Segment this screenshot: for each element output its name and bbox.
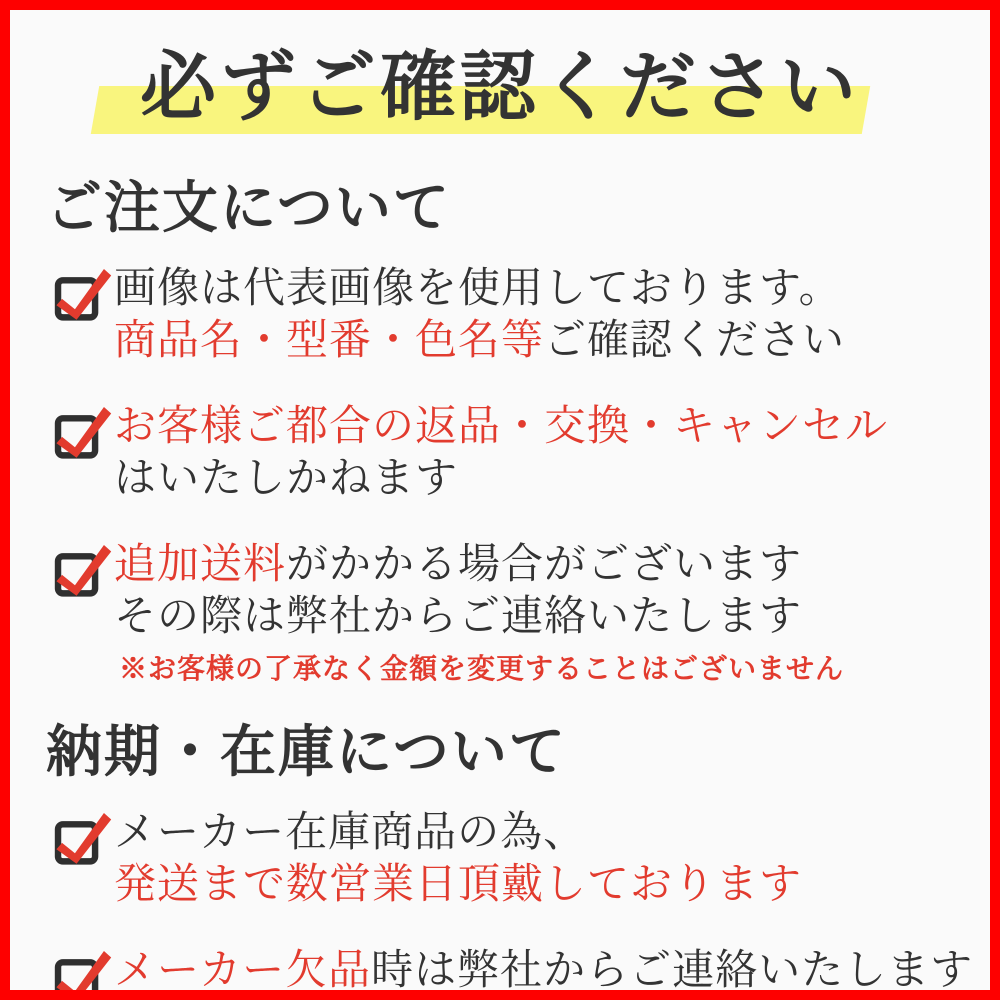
checkbox-checked-icon bbox=[54, 947, 112, 1000]
text-segment: はいたしかねます bbox=[114, 453, 459, 503]
text-segment-red: メーカー欠品 bbox=[114, 944, 372, 994]
checkbox-checked-icon bbox=[54, 809, 112, 867]
text-segment: 時は弊社からご連絡いたします bbox=[371, 944, 974, 994]
item-line bbox=[114, 944, 973, 997]
title-block bbox=[44, 38, 956, 137]
checklist-item-maker-stock bbox=[54, 806, 956, 911]
item-text bbox=[114, 944, 973, 997]
checkbox-checked-icon bbox=[54, 265, 112, 323]
text-segment: その際は弊社からご連絡いたします bbox=[114, 591, 803, 641]
item-line bbox=[114, 538, 956, 591]
text-segment-red: 商品名・型番・色名等 bbox=[114, 315, 545, 365]
item-line bbox=[114, 858, 956, 911]
page-title: 必ずご確認ください bbox=[140, 42, 860, 131]
item-note: ※お客様の了承なく金額を変更することはございません bbox=[119, 651, 845, 685]
item-text bbox=[114, 806, 956, 911]
text-segment: ご確認ください bbox=[544, 315, 846, 365]
section-heading-order: ご注文について bbox=[46, 174, 451, 241]
text-segment-red: 発送まで数営業日頂戴しております bbox=[114, 859, 803, 909]
section-heading-delivery: 納期・在庫について bbox=[46, 718, 567, 785]
item-line bbox=[114, 806, 956, 859]
text-segment: 画像は代表画像を使用しております。 bbox=[114, 262, 842, 312]
item-text bbox=[114, 262, 956, 367]
item-text bbox=[114, 400, 956, 505]
item-line bbox=[114, 590, 956, 643]
checklist-item-no-returns bbox=[54, 400, 956, 505]
item-line bbox=[114, 452, 956, 505]
checkbox-checked-icon bbox=[54, 403, 112, 461]
item-text bbox=[114, 538, 956, 686]
checklist-item-extra-shipping bbox=[54, 538, 956, 686]
checklist-item-maker-shortage bbox=[54, 944, 974, 1000]
item-line bbox=[114, 262, 956, 315]
checklist-item-representative-image bbox=[54, 262, 956, 367]
text-segment-red: お客様ご都合の返品・交換・キャンセル bbox=[114, 400, 889, 450]
text-segment-red: 追加送料 bbox=[114, 538, 287, 588]
checkbox-checked-icon bbox=[54, 541, 112, 599]
text-segment: がかかる場合がございます bbox=[286, 538, 803, 588]
item-line bbox=[114, 400, 956, 453]
item-line bbox=[114, 314, 956, 367]
title-inner bbox=[140, 38, 860, 137]
text-segment: メーカー在庫商品の為、 bbox=[114, 806, 587, 856]
